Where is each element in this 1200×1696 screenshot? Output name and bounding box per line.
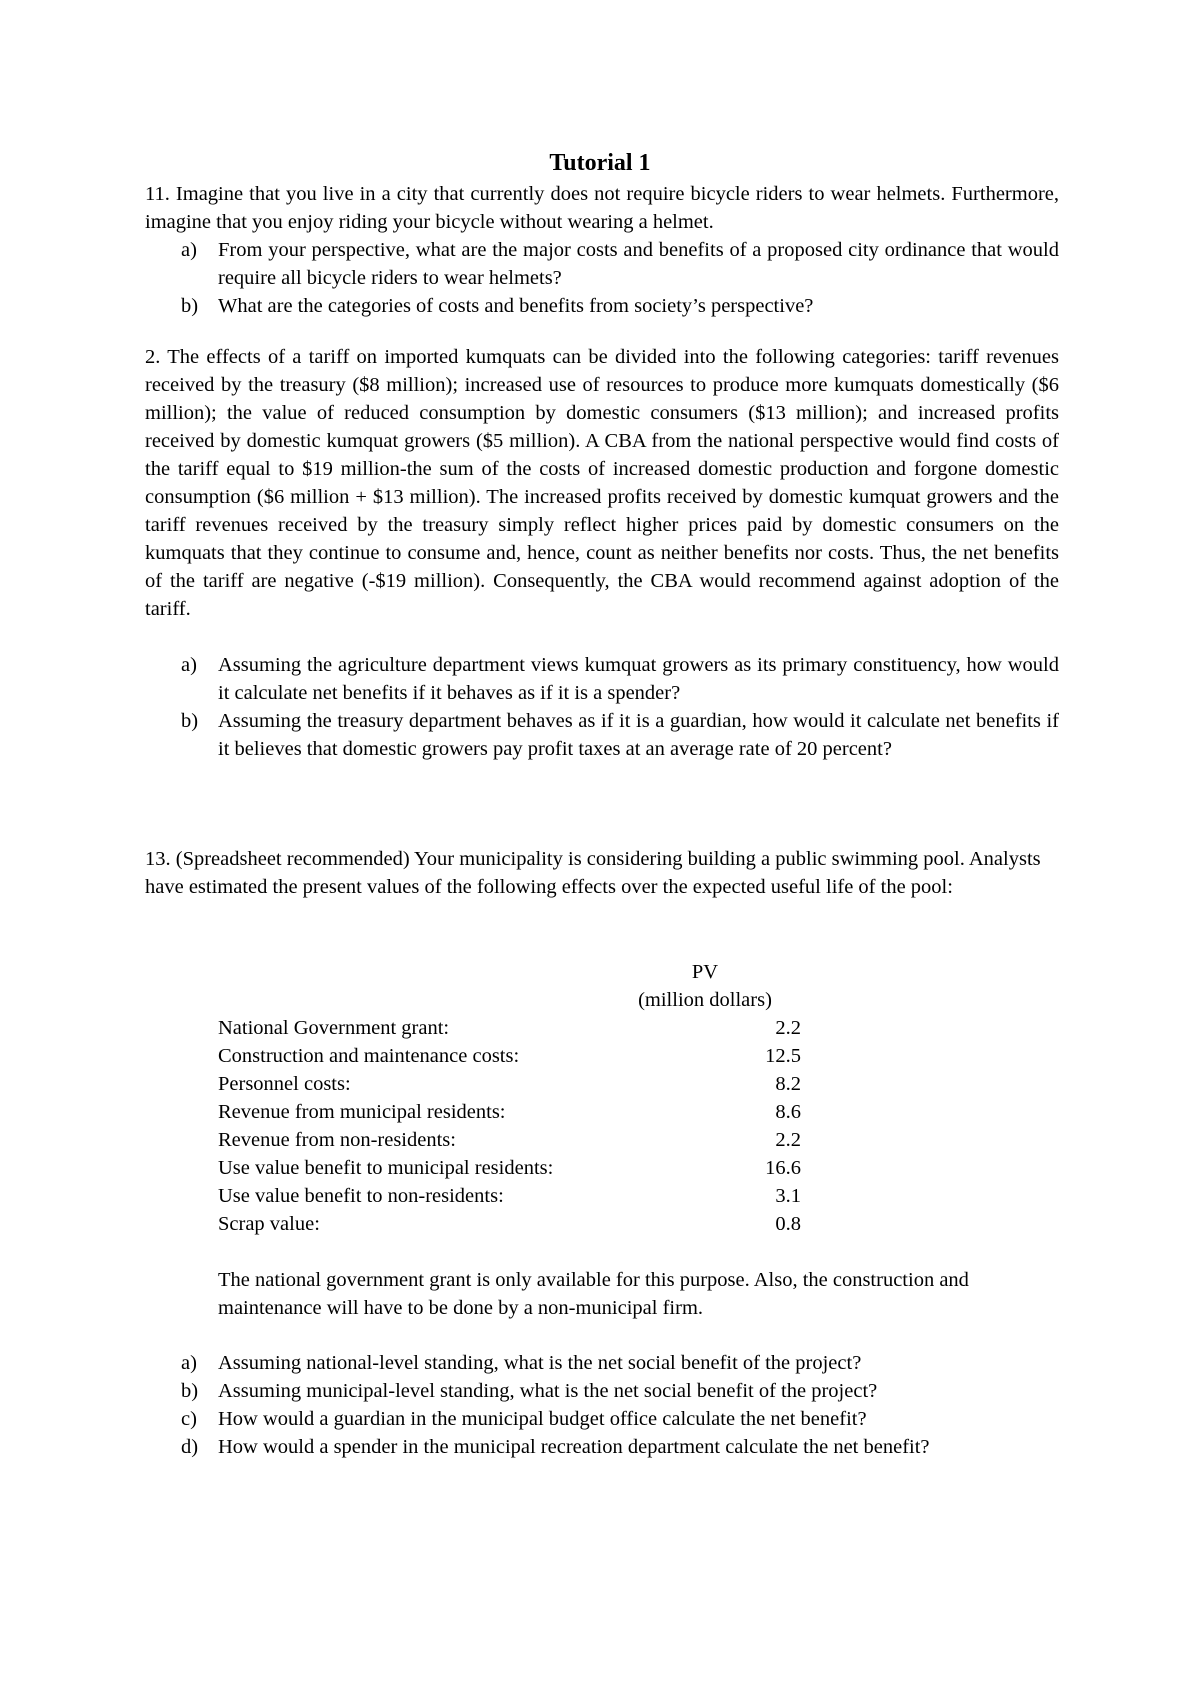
q11-item-a-label: a) (181, 239, 197, 261)
q11-subquestions (145, 236, 1059, 320)
q13-item-b (145, 1377, 1005, 1405)
row-name: Construction and maintenance costs: (218, 1045, 520, 1067)
q2-item-a-text: Assuming the agriculture department views kumquat growers as its primary constituency, how would it calculate net benefits if it behaves as if it is a spender? (218, 654, 1059, 704)
row-value: 0.8 (775, 1213, 801, 1235)
q13-item-d-text: How would a spender in the municipal recreation department calculate the net benefit? (218, 1436, 930, 1458)
q2-intro: 2. The effects of a tariff on imported kumquats can be divided into the following categories: tariff revenues received by the treasury ($8 million); increased use of resources to produce more kumquats domestically ($6 million); the value of reduced consumption by domestic consumers ($13 million); and increased profits received by domestic kumquat growers ($5 million). A CBA from the national perspective would find costs of the tariff equal to $19 million-the sum of the costs of increased domestic production and forgone domestic consumption ($6 million + $13 million). The increased profits received by domestic kumquat growers and the tariff revenues received by the treasury simply reflect higher prices paid by domestic consumers on the kumquats that they continue to consume and, hence, count as neither benefits nor costs. Thus, the net benefits of the tariff are negative (-$19 million). Consequently, the CBA would recommend against adoption of the tariff. (145, 346, 1059, 620)
row-name: Revenue from municipal residents: (218, 1101, 506, 1123)
q13-item-b-text: Assuming municipal-level standing, what is the net social benefit of the project? (218, 1380, 878, 1402)
row-value: 8.6 (775, 1101, 801, 1123)
row-value: 12.5 (765, 1045, 801, 1067)
q2-subquestions (145, 651, 1059, 763)
pv-column-units: (million dollars) (638, 989, 772, 1011)
q2-item-a (145, 651, 1059, 707)
row-name: Personnel costs: (218, 1073, 351, 1095)
row-name: Use value benefit to non-residents: (218, 1185, 504, 1207)
q11-item-b-label: b) (181, 295, 199, 317)
table-row (218, 1070, 801, 1098)
table-row (218, 1126, 801, 1154)
row-value: 16.6 (765, 1157, 801, 1179)
q2-item-b-label: b) (181, 710, 199, 732)
table-row (218, 1098, 801, 1126)
q2-item-a-label: a) (181, 654, 197, 676)
q11-intro: 11. Imagine that you live in a city that currently does not require bicycle riders to wear helmets. Furthermore, imagine that you enjoy riding your bicycle without wearing a helmet. (145, 183, 1059, 233)
q11-item-a-text: From your perspective, what are the major costs and benefits of a proposed city ordinance that would require all bicycle riders to wear helmets? (218, 239, 1059, 289)
q2-item-b (145, 707, 1059, 763)
row-value: 8.2 (775, 1073, 801, 1095)
q13-item-c-text: How would a guardian in the municipal budget office calculate the net benefit? (218, 1408, 867, 1430)
q13-item-b-label: b) (181, 1380, 199, 1402)
q13-item-a (145, 1349, 1005, 1377)
q13-intro: 13. (Spreadsheet recommended) Your municipality is considering building a public swimming pool. Analysts have estimated the present values of the following effects over the expected useful life of the pool: (145, 848, 1041, 898)
pv-table (218, 1014, 801, 1238)
q13-item-d (145, 1433, 1005, 1461)
table-row (218, 1182, 801, 1210)
q13-note: The national government grant is only available for this purpose. Also, the construction and maintenance will have to be done by a non-municipal firm. (218, 1269, 969, 1319)
q13-subquestions (145, 1349, 1005, 1461)
row-value: 2.2 (775, 1017, 801, 1039)
row-name: Revenue from non-residents: (218, 1129, 456, 1151)
table-row (218, 1014, 801, 1042)
table-row (218, 1210, 801, 1238)
q11-item-b (145, 292, 1059, 320)
q11-item-a (145, 236, 1059, 292)
row-name: Use value benefit to municipal residents: (218, 1157, 554, 1179)
table-row (218, 1042, 801, 1070)
pv-column-header: PV (691, 961, 719, 983)
q13-item-a-label: a) (181, 1352, 197, 1374)
row-name: Scrap value: (218, 1213, 320, 1235)
table-row (218, 1154, 801, 1182)
row-name: National Government grant: (218, 1017, 450, 1039)
row-value: 2.2 (775, 1129, 801, 1151)
page-title: Tutorial 1 (549, 150, 651, 176)
q13-item-a-text: Assuming national-level standing, what is the net social benefit of the project? (218, 1352, 862, 1374)
row-value: 3.1 (775, 1185, 801, 1207)
q13-item-d-label: d) (181, 1436, 199, 1458)
q13-item-c (145, 1405, 1005, 1433)
q11-item-b-text: What are the categories of costs and benefits from society’s perspective? (218, 295, 814, 317)
q2-item-b-text: Assuming the treasury department behaves as if it is a guardian, how would it calculate net benefits if it believes that domestic growers pay profit taxes at an average rate of 20 percent? (218, 710, 1059, 760)
q13-item-c-label: c) (181, 1408, 197, 1430)
